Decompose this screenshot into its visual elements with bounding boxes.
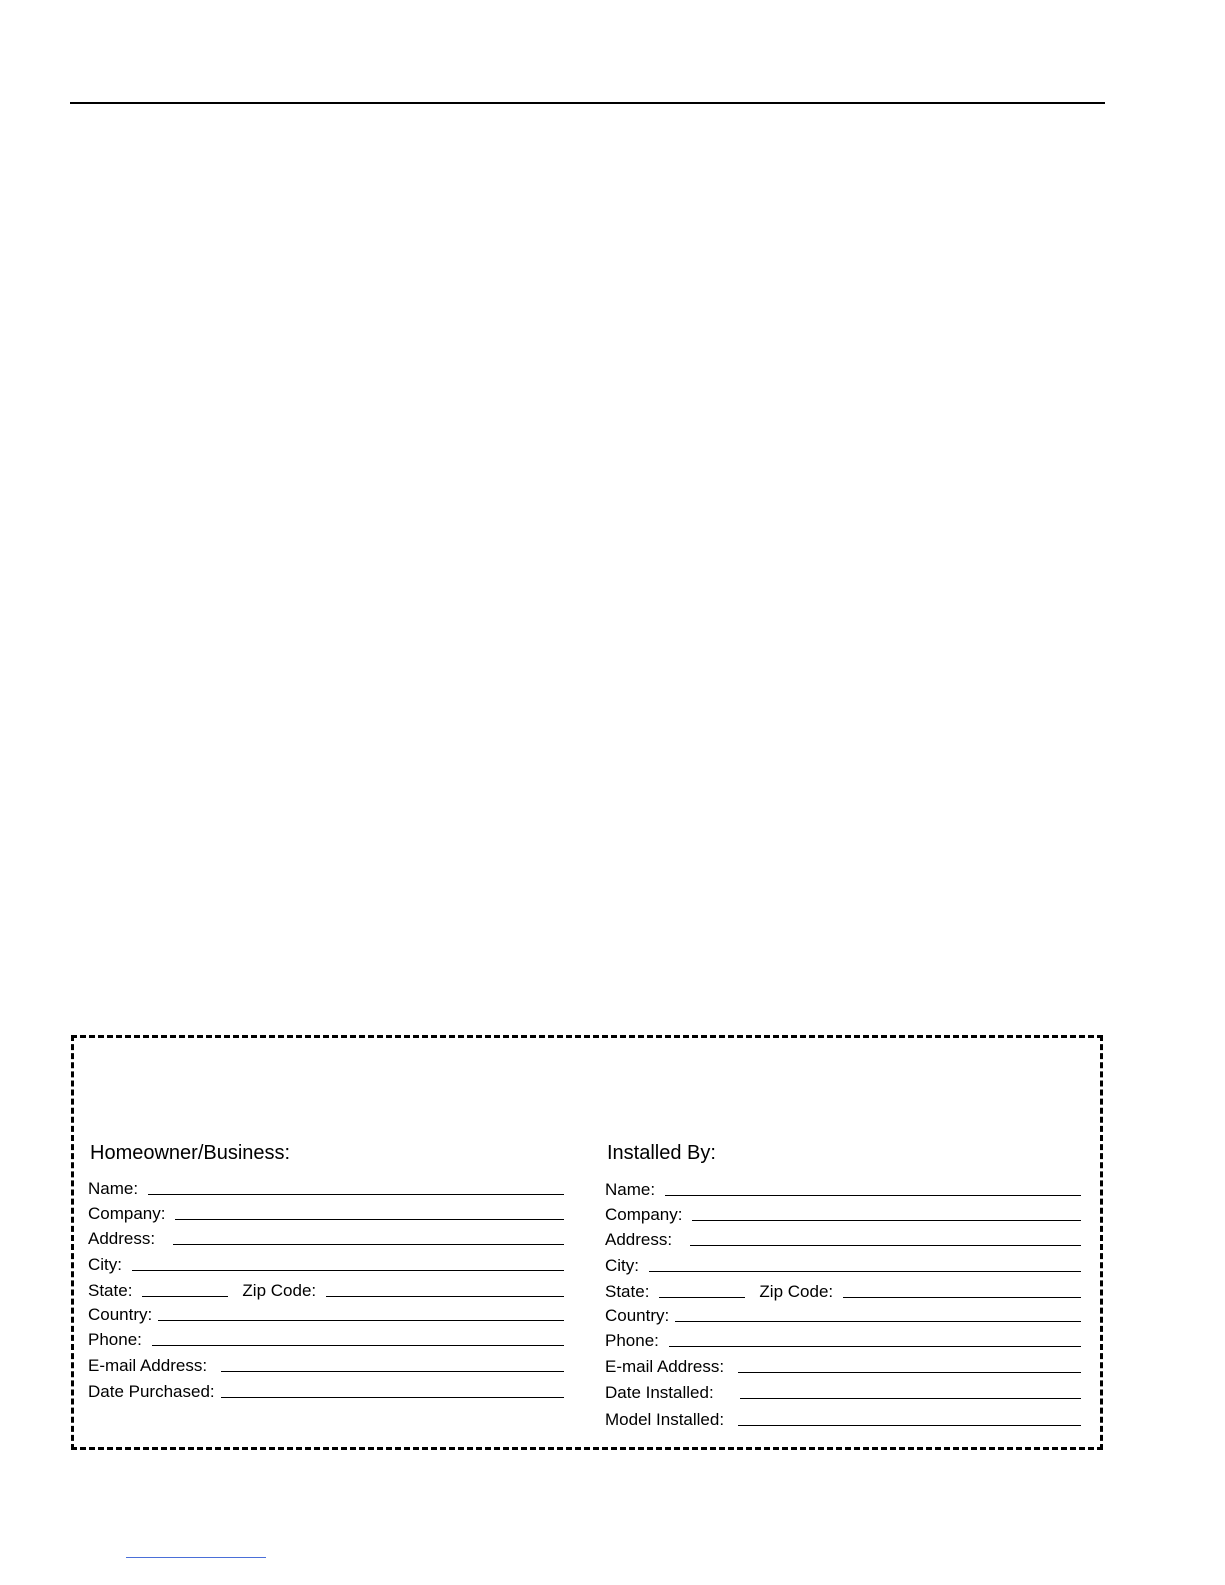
installer-country-label: Country: [605, 1306, 670, 1325]
installer-heading: Installed By: [607, 1142, 716, 1164]
header-rule [70, 102, 1105, 104]
installer-phone-field[interactable] [669, 1346, 1081, 1347]
homeowner-email-field[interactable] [221, 1371, 564, 1372]
installer-country-row [605, 1304, 1081, 1326]
homeowner-phone-field[interactable] [152, 1345, 564, 1346]
homeowner-heading: Homeowner/Business: [90, 1142, 291, 1164]
homeowner-address-label: Address: [88, 1229, 156, 1248]
homeowner-name-label: Name: [88, 1179, 139, 1198]
installer-city-row [605, 1254, 1081, 1276]
installer-address-field[interactable] [690, 1245, 1081, 1246]
registration-coupon [71, 1035, 1103, 1450]
homeowner-name-field[interactable] [148, 1194, 564, 1195]
installer-name-row [605, 1178, 1081, 1200]
installer-address-label: Address: [605, 1230, 673, 1249]
installer-date-installed-row [605, 1381, 1081, 1403]
installer-model-installed-row [605, 1408, 1081, 1430]
installer-company-field[interactable] [692, 1220, 1081, 1221]
homeowner-city-row [88, 1253, 564, 1275]
homeowner-date-purchased-field[interactable] [221, 1397, 564, 1398]
homeowner-city-field[interactable] [132, 1270, 564, 1271]
installer-date-installed-field[interactable] [740, 1398, 1081, 1399]
homeowner-address-field[interactable] [173, 1244, 564, 1245]
homeowner-state-field[interactable] [142, 1296, 228, 1297]
homeowner-name-row [88, 1177, 564, 1199]
installer-company-row [605, 1203, 1081, 1225]
installer-city-label: City: [605, 1256, 639, 1275]
installer-section [605, 1038, 1085, 1447]
homeowner-company-label: Company: [88, 1204, 166, 1223]
homeowner-company-field[interactable] [175, 1219, 564, 1220]
installer-state-label: State: [605, 1282, 650, 1301]
installer-address-row [605, 1228, 1081, 1250]
installer-country-field[interactable] [675, 1321, 1081, 1322]
installer-name-field[interactable] [665, 1195, 1081, 1196]
homeowner-country-row [88, 1303, 564, 1325]
homeowner-date-purchased-row [88, 1380, 564, 1402]
installer-email-field[interactable] [738, 1372, 1081, 1373]
homeowner-company-row [88, 1202, 564, 1224]
installer-zip-field[interactable] [843, 1297, 1081, 1298]
installer-company-label: Company: [605, 1205, 683, 1224]
homeowner-state-zip-row [88, 1279, 564, 1301]
footer-link-underline [126, 1557, 266, 1558]
homeowner-date-purchased-label: Date Purchased: [88, 1382, 215, 1401]
installer-phone-row [605, 1329, 1081, 1351]
installer-model-installed-label: Model Installed: [605, 1410, 725, 1429]
homeowner-country-label: Country: [88, 1305, 153, 1324]
homeowner-email-label: E-mail Address: [88, 1356, 208, 1375]
homeowner-zip-field[interactable] [326, 1296, 564, 1297]
installer-email-label: E-mail Address: [605, 1357, 725, 1376]
installer-state-zip-row [605, 1280, 1081, 1302]
installer-city-field[interactable] [649, 1271, 1081, 1272]
homeowner-city-label: City: [88, 1255, 122, 1274]
installer-date-installed-label: Date Installed: [605, 1383, 714, 1402]
homeowner-phone-row [88, 1328, 564, 1350]
homeowner-address-row [88, 1227, 564, 1249]
homeowner-section [88, 1038, 568, 1447]
homeowner-phone-label: Phone: [88, 1330, 142, 1349]
installer-zip-label: Zip Code: [759, 1282, 834, 1301]
installer-email-row [605, 1355, 1081, 1377]
installer-phone-label: Phone: [605, 1331, 659, 1350]
installer-name-label: Name: [605, 1180, 656, 1199]
homeowner-email-row [88, 1354, 564, 1376]
installer-state-field[interactable] [659, 1297, 745, 1298]
installer-model-installed-field[interactable] [738, 1425, 1081, 1426]
homeowner-zip-label: Zip Code: [242, 1281, 317, 1300]
homeowner-country-field[interactable] [158, 1320, 564, 1321]
homeowner-state-label: State: [88, 1281, 133, 1300]
